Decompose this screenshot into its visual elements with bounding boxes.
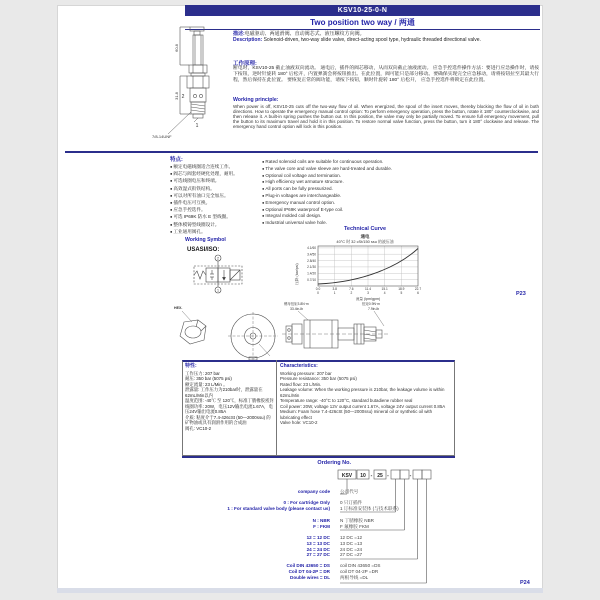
feature-en bbox=[262, 193, 438, 200]
footer-stripe bbox=[57, 588, 543, 593]
ordering-row3-values bbox=[340, 518, 452, 530]
description-text-zh: 电磁驱动、两通滑阀、直动阀芯式、液压螺纹方向阀。 bbox=[244, 31, 365, 37]
hydraulic-symbol bbox=[186, 254, 250, 294]
features-heading: 特点: bbox=[170, 157, 183, 163]
characteristics-zh bbox=[185, 364, 274, 431]
ord-label: 12 = 12 DC bbox=[306, 535, 330, 540]
feature-en bbox=[262, 213, 438, 220]
feature-en-text: All ports can be fully pressurized. bbox=[265, 186, 333, 192]
feature-en-text: Emergency manual control option. bbox=[265, 199, 336, 205]
bullet-icon: ● bbox=[262, 199, 265, 205]
description-label-zh: 描述: bbox=[233, 31, 245, 37]
characteristics-heading-zh: 特性: bbox=[185, 363, 197, 369]
page-subtitle: Two position two way / 两通 bbox=[185, 16, 540, 30]
ordering-row2-labels bbox=[158, 500, 330, 512]
x-tick-lpm: 11.4 bbox=[365, 287, 371, 291]
bullet-icon: ● bbox=[170, 171, 173, 177]
ordering-row2-values bbox=[340, 500, 452, 512]
port-1-label: 1 bbox=[195, 123, 199, 129]
ord-label: Double wires = DL bbox=[290, 574, 330, 580]
ord-value: F 氟橡胶 FKM bbox=[340, 523, 369, 529]
ord-value: 两根导线 =DL bbox=[340, 574, 369, 580]
port-2-label: 2 bbox=[181, 94, 185, 100]
feature-zh-text: 应急手控选件。 bbox=[173, 207, 206, 213]
page-ref-p23: P23 bbox=[516, 291, 526, 297]
feature-zh bbox=[170, 228, 244, 235]
feature-en bbox=[262, 207, 438, 214]
features-list-en bbox=[262, 159, 438, 227]
feature-zh bbox=[170, 170, 244, 177]
description-label-en: Description: bbox=[233, 37, 263, 44]
ord-value: 1 订标准安装体 (与技术联系) bbox=[340, 505, 399, 511]
feature-en bbox=[262, 173, 438, 180]
char-en-line: Temperature range: -40°C to 120°C, standard butadiene rubber seal bbox=[280, 398, 413, 403]
y-tick: 4.1/60 bbox=[307, 246, 316, 251]
ord-value: N 丁腈橡胶 NBR bbox=[340, 518, 374, 523]
ordering-row4-labels bbox=[158, 535, 330, 558]
x-tick-gpm: 0 bbox=[317, 291, 319, 295]
description-block bbox=[233, 31, 539, 44]
code-dash: - bbox=[370, 472, 373, 479]
ord-label: F : FKM bbox=[313, 523, 330, 529]
ord-value: 13 DC =13 bbox=[340, 540, 363, 546]
feature-en-text: Rated solenoid coils are suitable for continuous operation. bbox=[265, 159, 384, 164]
feature-zh bbox=[170, 213, 244, 220]
pressure-drop-chart bbox=[294, 244, 430, 302]
bullet-icon: ● bbox=[170, 207, 173, 213]
dim-31-label: 31.8 bbox=[174, 92, 179, 100]
feature-en-text: Optional coil voltage and termination. bbox=[265, 172, 342, 178]
ord-value: coil DT 04-2P =DR bbox=[340, 568, 379, 574]
bullet-icon: ● bbox=[262, 172, 265, 178]
working-principle-heading-zh: 工作原理: bbox=[233, 61, 257, 67]
feature-zh bbox=[170, 206, 244, 213]
curve-title-line2: 40°C 时 32 cSt/150 ssu 的液压油 bbox=[336, 239, 394, 244]
x-tick-gpm: 3 bbox=[367, 291, 369, 295]
working-principle-text-en: When power is off, KSV10-25 cuts off the two-way flow of oil. When energized, the spool of the insert moves, thereby blocking the flow of oil in both directions. How to operate the emergency manual control option: To perform emergency operation, press the button, rotate it 180° counterclockwise, and then release it. A built-in spring pushes the button out. In this position, the valve may only be partially moved. To ensure full emergency movement, pull the button to its maximum travel and hold it in this position. To restore normal valve function, press the button, turn it 180° clockwise and release. The emergency hand control option will lock in this position. bbox=[233, 104, 539, 129]
char-zh-line: 耐压: 350 bar (5075 psi) bbox=[185, 376, 232, 381]
ord-value: 公司代号 bbox=[340, 489, 359, 494]
bullet-icon: ● bbox=[262, 159, 265, 164]
ordering-heading: Ordering No. bbox=[182, 456, 455, 466]
bullet-icon: ● bbox=[262, 179, 265, 185]
symbol-port-1: 1 bbox=[217, 288, 219, 293]
ordering-row5-labels bbox=[158, 563, 330, 580]
ord-label: 24 = 24 DC bbox=[306, 546, 330, 552]
x-tick-gpm: 6 bbox=[417, 291, 419, 295]
y-tick: 1.4/20 bbox=[307, 271, 316, 276]
feature-zh bbox=[170, 199, 244, 206]
feature-en bbox=[262, 159, 438, 166]
ord-label: N : NBR bbox=[312, 518, 330, 523]
feature-zh-text: 整体模铸型线圈设计。 bbox=[173, 221, 220, 227]
working-symbol-heading: Working Symbol bbox=[185, 237, 226, 243]
ord-label: 27 = 27 DC bbox=[306, 552, 330, 558]
feature-zh-text: 插件电压可互换。 bbox=[173, 200, 211, 206]
y-tick: 2.1/30 bbox=[307, 265, 316, 270]
feature-en bbox=[262, 186, 438, 193]
feature-zh bbox=[170, 163, 244, 170]
feature-zh bbox=[170, 177, 244, 184]
ord-label: Coil DIN 43650 = DS bbox=[286, 563, 330, 568]
bullet-icon: ● bbox=[170, 214, 173, 220]
dim-60-label: 60.8 bbox=[174, 44, 179, 52]
section-divider bbox=[65, 151, 538, 153]
features-list-zh bbox=[170, 163, 244, 235]
page-ref-p24: P24 bbox=[520, 580, 530, 586]
characteristics-heading-en: Characteristics: bbox=[280, 363, 318, 369]
torque-a-line1: 螺母扭矩3.8N·m bbox=[284, 302, 309, 306]
x-tick-gpm: 2 bbox=[350, 291, 353, 295]
char-en-line: Working pressure: 207 bar bbox=[280, 370, 332, 376]
ordering-row1-labels bbox=[158, 489, 330, 495]
char-zh-line: 线圈功率: 20W，电压12V输出电流1.67A，电压24V输出电流0.85A bbox=[185, 403, 273, 414]
model-title-bar bbox=[185, 5, 540, 16]
ord-value: coil DIN 43650 =DS bbox=[340, 563, 381, 568]
char-en-line: Leakage volume: When the working pressure is 210bar, the leakage volume is within 62mL/Min bbox=[280, 387, 445, 398]
char-zh-line: 介质: 粘度介于7.4-426cSt (50—2000ssu) 的矿物油或具有润滑作用的合成油 bbox=[185, 414, 271, 425]
ord-label: Coil DT 04-2P = DR bbox=[288, 568, 330, 574]
bullet-icon: ● bbox=[262, 220, 265, 226]
bullet-icon: ● bbox=[170, 192, 173, 198]
bullet-icon: ● bbox=[262, 213, 265, 219]
feature-en-text: Industrial universal valve hole. bbox=[265, 220, 327, 226]
feature-en-text: Integral molded coil design. bbox=[265, 213, 322, 219]
ord-label: company code bbox=[297, 489, 330, 494]
thread-label: 7/8-14UNF bbox=[152, 134, 172, 139]
char-en-line: Rated flow: 23 L/Min. bbox=[280, 381, 322, 387]
code-box-10: 10 bbox=[360, 472, 366, 479]
torque-a-line2: 33.4in-lb bbox=[290, 307, 304, 311]
bullet-icon: ● bbox=[262, 165, 265, 171]
ord-label: 13 = 13 DC bbox=[306, 540, 330, 546]
bullet-icon: ● bbox=[170, 228, 173, 234]
y-tick: 3.4/50 bbox=[307, 252, 316, 257]
char-en-line: Coil power: 20W, voltage 12V output current 1.67A, voltage 24V output current 0.85A bbox=[280, 403, 446, 409]
feature-en bbox=[262, 166, 438, 173]
feature-zh-text: 阀芯与阀套经硬化处理，耐用。 bbox=[173, 171, 238, 177]
valve-outline-drawing bbox=[150, 24, 242, 156]
ord-value: 24 DC =24 bbox=[340, 546, 363, 552]
ord-value: 12 DC =12 bbox=[340, 535, 363, 540]
x-tick-lpm: 7.6 bbox=[349, 287, 354, 291]
feature-zh-text: 可选线圈电压和终端。 bbox=[173, 178, 220, 184]
symbol-port-2: 2 bbox=[217, 256, 219, 261]
char-zh-line: 额定流量: 23 L/Min 。 bbox=[185, 381, 228, 387]
bullet-icon: ● bbox=[170, 200, 173, 206]
bullet-icon: ● bbox=[170, 221, 173, 227]
feature-en bbox=[262, 179, 438, 186]
ord-value: 0 只订插件 bbox=[340, 500, 363, 505]
ordering-row4-values bbox=[340, 535, 452, 558]
ord-label: 0 : For cartridge Only bbox=[283, 500, 330, 505]
char-en-line: Pressure resistance: 350 bar (5075 psi) bbox=[280, 376, 357, 381]
x-tick-gpm: 5 bbox=[400, 291, 403, 295]
x-axis-label: 流量 (lpm/gpm) bbox=[355, 297, 381, 301]
char-en-line: Valve hole: VC10-2 bbox=[280, 420, 318, 425]
code-box-25: 25 bbox=[377, 472, 383, 479]
x-tick-lpm: 22.7 bbox=[414, 287, 422, 291]
feature-en-text: Optional IP69K waterproof E-type coil. bbox=[265, 206, 344, 212]
feature-zh bbox=[170, 221, 244, 228]
y-tick: 2.8/40 bbox=[307, 258, 316, 263]
feature-zh-text: 高效湿式衔铁结构。 bbox=[173, 185, 215, 191]
description-text-en: Solenoid-driven, two-way slide valve, direct-acting spool type, hydraulic threaded directional valve. bbox=[263, 37, 481, 44]
characteristics-column-divider bbox=[276, 360, 277, 456]
code-dash: - bbox=[387, 472, 389, 479]
x-tick-lpm: 18.9 bbox=[398, 287, 405, 291]
feature-zh-text: 可选 IP69K 防水 E 型线圈。 bbox=[173, 214, 231, 220]
feature-zh bbox=[170, 185, 244, 192]
char-zh-line: 工作压力: 207 bar bbox=[185, 370, 220, 376]
x-tick-lpm: 3.8 bbox=[332, 287, 337, 291]
hex-callout: HEX. bbox=[174, 306, 183, 310]
y-axis-label: 压降 (bar/psi) bbox=[295, 263, 299, 285]
code-dash: - bbox=[409, 472, 412, 479]
char-en-line: Medium: Foam hose 7.4-426cSt (50—2000ssu) mineral oil or synthetic oil with lubricating effect bbox=[280, 409, 433, 420]
ordering-row3-labels bbox=[158, 518, 330, 530]
bullet-icon: ● bbox=[262, 192, 265, 198]
feature-zh-text: 工业通用阀孔。 bbox=[173, 228, 206, 234]
feature-en-text: Plug-in voltages are interchangeable. bbox=[265, 192, 342, 198]
description-en bbox=[233, 37, 539, 43]
feature-en bbox=[262, 200, 438, 207]
torque-b-line1: 扭矩0.9N·m bbox=[362, 302, 380, 306]
ord-value: 27 DC =27 bbox=[340, 552, 363, 558]
feature-en-text: High efficiency wet armature structure. bbox=[265, 179, 344, 185]
y-tick: 0.7/10 bbox=[307, 277, 316, 282]
char-zh-line: 泄露量: 工作压力为210bar时，泄露量在62mL/Min以内 bbox=[185, 387, 263, 398]
feature-en-text: The valve core and valve sleeve are hard-treated and durable. bbox=[265, 165, 393, 171]
ordering-row1-values bbox=[340, 489, 452, 495]
working-principle-heading-en: Working principle: bbox=[233, 97, 279, 103]
curve-title-line1: 通电 bbox=[360, 234, 370, 239]
model-number: KSV10-25-0-N bbox=[337, 7, 388, 14]
bullet-icon: ● bbox=[170, 178, 173, 184]
x-tick-lpm: 0.0 bbox=[315, 287, 321, 291]
x-tick-gpm: 4 bbox=[383, 291, 386, 295]
bullet-icon: ● bbox=[170, 185, 173, 191]
bullet-icon: ● bbox=[262, 186, 265, 192]
x-tick-lpm: 15.1 bbox=[381, 287, 388, 291]
feature-zh-text: 可以对所有油口完全加压。 bbox=[173, 192, 229, 198]
bullet-icon: ● bbox=[262, 206, 265, 212]
dimension-drawings bbox=[158, 300, 398, 362]
char-zh-line: 温度范围: -40℃ 至 120℃，标准丁腈橡胶密封 bbox=[185, 398, 274, 403]
feature-zh-text: 额定电磁线圈适合连续工作。 bbox=[173, 164, 234, 169]
symbol-standard-label: USASI/ISO: bbox=[187, 247, 220, 253]
feature-zh bbox=[170, 192, 244, 199]
ordering-row5-values bbox=[340, 563, 452, 580]
technical-curve-heading: Technical Curve bbox=[343, 226, 387, 232]
torque-b-line2: 7.9in-lb bbox=[368, 307, 380, 311]
x-tick-gpm: 1 bbox=[333, 291, 336, 295]
code-box-ksv: KSV bbox=[341, 472, 353, 479]
bullet-icon: ● bbox=[170, 164, 173, 169]
working-principle-text-zh: 断电时，KSV10-25 截止油液双向流动。 通电后，插件的阀芯移动，从而双向截止油液流动。 应急手控选件操作方法：要进行应急操作时，请按下按钮，逆时针旋转 180° 后松开，内置弹簧会将按钮推出。在此位置，阀可能只是部分移动。要确保实现完全应急移动，请将按钮拉至其最大行程，然后保持在此位置。 要恢复正常的阀功能，请按下按钮，顺时针旋转 180° 后松开， 应急手控选件将锁定在此位置。 bbox=[233, 66, 539, 83]
ord-label: 1 : For standard valve body (please contact us) bbox=[227, 505, 330, 511]
char-zh-line: 阀孔: VC10-2 bbox=[185, 425, 212, 431]
characteristics-en bbox=[280, 364, 452, 426]
